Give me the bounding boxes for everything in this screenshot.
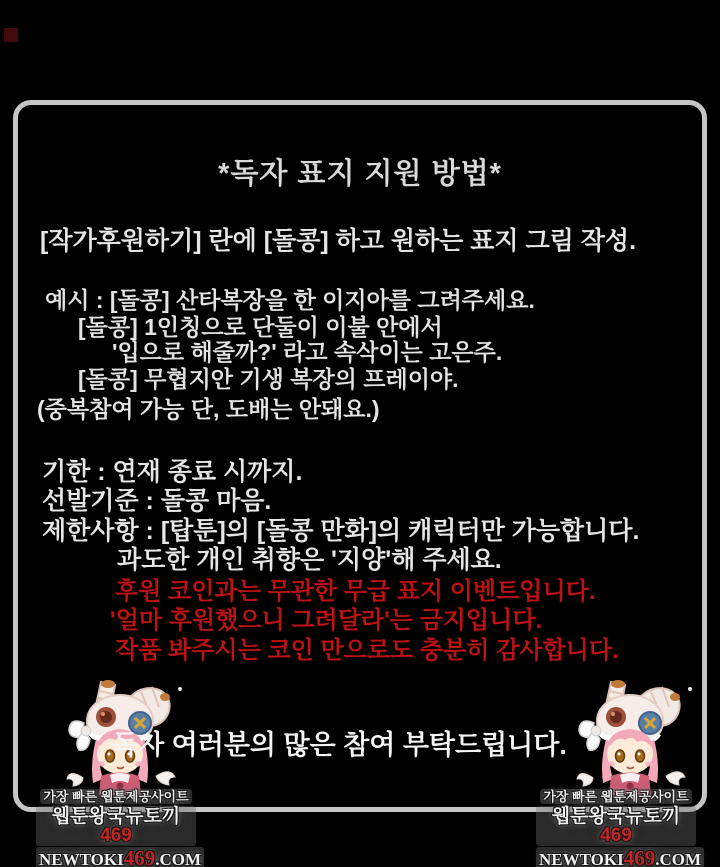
closing-message: 독자 여러분의 많은 참여 부탁드립니다. [112, 730, 567, 760]
watermark-site-name-kr: 웹툰왕국뉴토끼 [51, 806, 181, 827]
site-watermark-left [36, 789, 202, 867]
example-line-2: [돌콩] 1인칭으로 단둘이 이불 안에서 [78, 314, 443, 340]
example-line-1: 예시 : [돌콩] 산타복장을 한 이지아를 그려주세요. [45, 287, 535, 313]
watermark-domain-suffix: .COM [155, 850, 202, 867]
watermark-domain-number: 469 [623, 846, 656, 867]
duplicate-note: (중복참여 가능 단, 도배는 안돼요.) [37, 396, 380, 422]
corner-mark [4, 28, 18, 42]
notice-title: *독자 표지 지원 방법* [218, 158, 502, 190]
watermark-domain-number: 469 [123, 846, 156, 867]
warning-line-3: 작품 봐주시는 코인 만으로도 충분히 감사합니다. [115, 637, 619, 664]
rule-deadline: 기한 : 연재 종료 시까지. [42, 458, 303, 486]
warning-line-1: 후원 코인과는 무관한 무급 표지 이벤트입니다. [115, 578, 596, 605]
watermark-domain [536, 847, 704, 867]
watermark-domain [36, 847, 204, 867]
example-line-4: [돌콩] 무협지안 기생 복장의 프레이야. [78, 366, 459, 392]
warning-line-2: '얼마 후원했으니 그려달라'는 금지입니다. [110, 607, 543, 634]
watermark-tagline: 가장 빠른 웹툰제공사이트 [40, 789, 191, 804]
notice-intro: [작가후원하기] 란에 [돌콩] 하고 원하는 표지 그림 작성. [40, 227, 637, 255]
sparkle-dot-left [178, 687, 182, 691]
sparkle-dot-right [688, 687, 692, 691]
watermark-domain-suffix: .COM [655, 850, 702, 867]
example-line-3: '입으로 해줄까?' 라고 속삭이는 고은주. [112, 339, 503, 365]
watermark-site-name [36, 806, 196, 846]
bunny-girl-mascot-right [576, 679, 688, 795]
rule-selection: 선발기준 : 돌콩 마음. [42, 487, 272, 515]
watermark-domain-prefix: NEWTOKI [539, 850, 624, 867]
watermark-domain-prefix: NEWTOKI [39, 850, 124, 867]
rule-restriction: 제한사항 : [탑툰]의 [돌콩 만화]의 캐릭터만 가능합니다. [42, 517, 640, 545]
watermark-site-number: 469 [600, 825, 632, 846]
watermark-tagline: 가장 빠른 웹툰제공사이트 [540, 789, 691, 804]
watermark-site-name [536, 806, 696, 846]
watermark-site-name-kr: 웹툰왕국뉴토끼 [551, 806, 681, 827]
watermark-site-number: 469 [100, 825, 132, 846]
rule-restriction-cont: 과도한 개인 취향은 '지양'해 주세요. [117, 546, 502, 574]
site-watermark-right [536, 789, 702, 867]
